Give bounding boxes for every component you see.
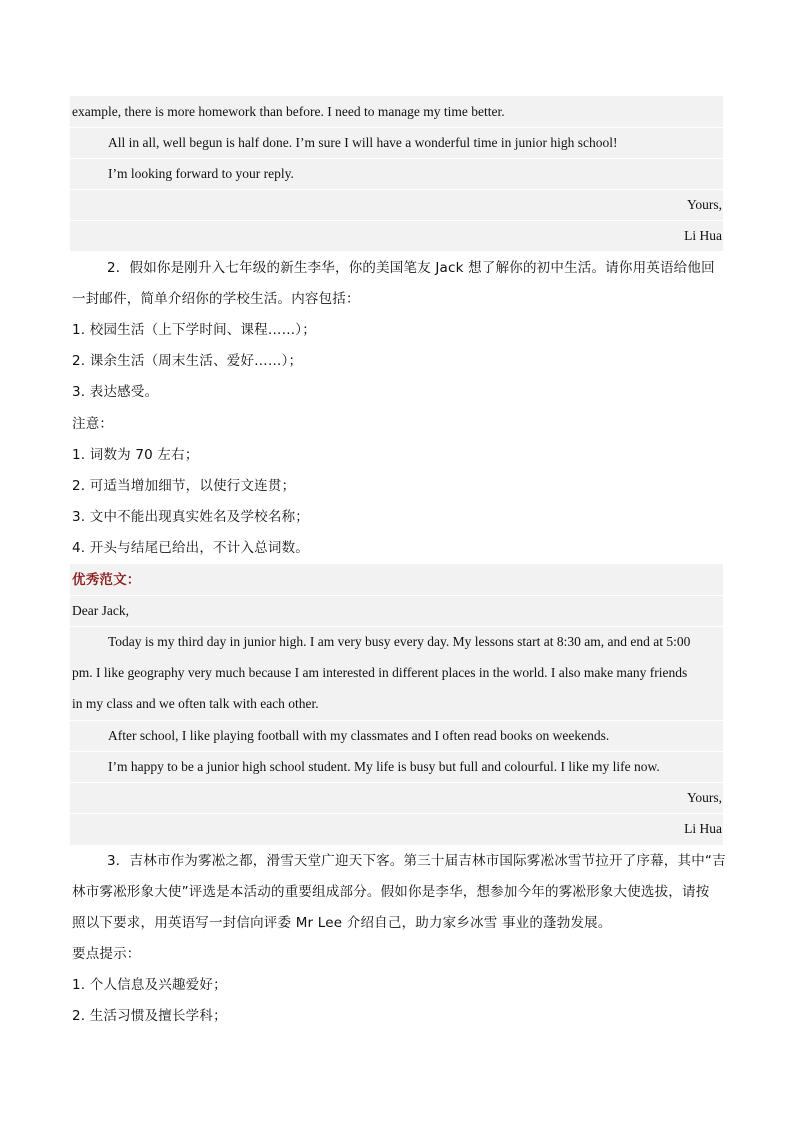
sample-paragraph-1-line-1: Today is my third day in junior high. I am very busy every day. My lessons start at 8:30 am, and end at 5:00 <box>108 634 691 649</box>
sample-closing: Yours, <box>686 790 722 805</box>
task3-prompt-line-2: 林市雾凇形象大使”评选是本活动的重要组成部分。假如你是李华，想参加今年的雾凇形象大使选拔，请按 <box>72 884 710 900</box>
task2-notes-label: 注意： <box>72 416 114 432</box>
task3-hints-label: 要点提示： <box>72 946 141 962</box>
task3-prompt-line-1: 3．吉林市作为雾凇之都，滑雪天堂广迎天下客。第三十届吉林市国际雾凇冰雪节拉开了序幕，其中“吉 <box>107 853 726 869</box>
letter1-line-3: I’m looking forward to your reply. <box>108 166 294 181</box>
letter1-closing: Yours, <box>686 197 722 212</box>
sample-label: 优秀范文： <box>72 572 141 588</box>
task2-note-4: 4. 开头与结尾已给出，不计入总词数。 <box>72 540 309 556</box>
task3-hint-1: 1. 个人信息及兴趣爱好； <box>72 977 227 993</box>
sample-signature: Li Hua <box>684 821 722 836</box>
sample-greeting: Dear Jack, <box>72 603 129 618</box>
divider <box>70 782 723 783</box>
sample-paragraph-2: After school, I like playing football with my classmates and I often read books on weekends. <box>108 728 610 743</box>
task2-prompt-line-2: 一封邮件，简单介绍你的学校生活。内容包括： <box>72 291 360 307</box>
task2-item-2: 2. 课余生活（周末生活、爱好……）； <box>72 353 303 369</box>
task2-item-1: 1. 校园生活（上下学时间、课程……）； <box>72 322 316 338</box>
sample-paragraph-1-line-2: pm. I like geography very much because I am interested in different places in the world. I also make many friends <box>72 665 688 680</box>
divider <box>70 127 723 128</box>
letter1-line-1: example, there is more homework than before. I need to manage my time better. <box>72 104 505 119</box>
task2-note-1: 1. 词数为 70 左右； <box>72 447 199 463</box>
divider <box>70 751 723 752</box>
letter1-line-2: All in all, well begun is half done. I’m sure I will have a wonderful time in junior high school! <box>108 135 618 150</box>
divider <box>70 626 723 627</box>
task2-note-3: 3. 文中不能出现真实姓名及学校名称； <box>72 509 309 525</box>
task2-item-3: 3. 表达感受。 <box>72 384 159 400</box>
task2-prompt-line-1: 2．假如你是刚升入七年级的新生李华，你的美国笔友 Jack 想了解你的初中生活。请你用英语给他回 <box>107 260 715 276</box>
task3-prompt-line-3: 照以下要求，用英语写一封信向评委 Mr Lee 介绍自己，助力家乡冰雪 事业的蓬勃发展。 <box>72 915 612 931</box>
divider <box>70 220 723 221</box>
divider <box>70 595 723 596</box>
task3-hint-2: 2. 生活习惯及擅长学科； <box>72 1008 227 1024</box>
task2-note-2: 2. 可适当增加细节，以使行文连贯； <box>72 478 296 494</box>
sample-paragraph-1-line-3: in my class and we often talk with each other. <box>72 696 319 711</box>
letter1-signature: Li Hua <box>684 228 722 243</box>
divider <box>70 720 723 721</box>
divider <box>70 158 723 159</box>
sample-paragraph-3: I’m happy to be a junior high school student. My life is busy but full and colourful. I like my life now. <box>108 759 660 774</box>
divider <box>70 813 723 814</box>
divider <box>70 189 723 190</box>
